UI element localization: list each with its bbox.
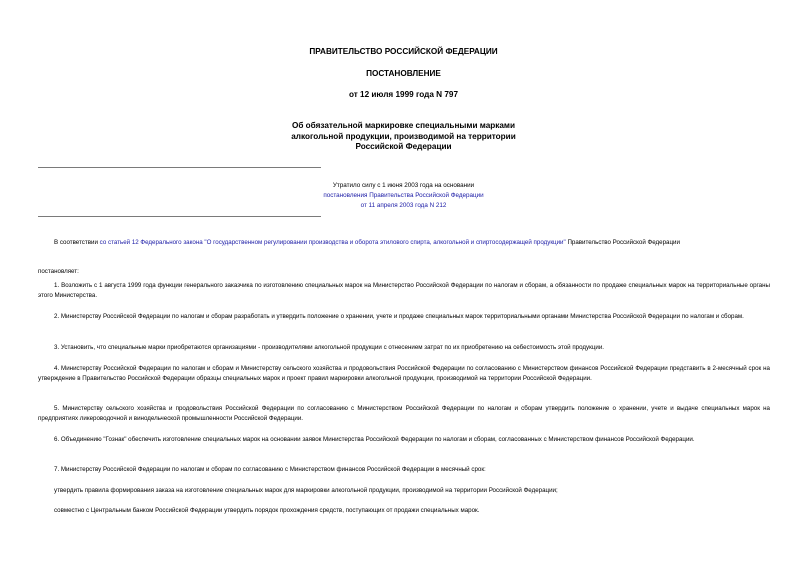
paragraph-2: 2. Министерству Российской Федерации по налогам и сборам разработать и утвердить положение о хранении, учете и продаже специальных марок территориальными органами Министерства Российской Федерации по налогам и сборам. bbox=[54, 313, 744, 320]
paragraph-7-item-1: утвердить правила формирования заказа на изготовление специальных марок для маркировки алкогольной продукции, производимой на территории Российской Федерации; bbox=[54, 487, 558, 494]
document-type-heading: ПОСТАНОВЛЕНИЕ bbox=[366, 69, 441, 78]
resolves-text: постановляет: bbox=[38, 268, 79, 275]
preamble-prefix: В соответствии bbox=[54, 239, 100, 246]
document-title bbox=[0, 121, 807, 153]
document-date-number: от 12 июля 1999 года N 797 bbox=[348, 90, 459, 99]
paragraph-4: 4. Министерству Российской Федерации по налогам и сборам и Министерству сельского хозяйства и продовольствия Российской Федерации по согласованию с Министерством финансов Российской Федерации представить в 2-месячный срок на утверждение в Правительство Российской Федерации образцы специальных марок и проект правил маркировки алкогольной продукции, производимой на территории Российской Федерации. bbox=[38, 365, 770, 382]
paragraph-3: 3. Установить, что специальные марки приобретаются организациями - производителями алкогольной продукции с отнесением затрат по их приобретению на себестоимость этой продукции. bbox=[54, 344, 604, 351]
divider-top bbox=[38, 167, 321, 168]
paragraph-6: 6. Объединению "Гознак" обеспечить изготовление специальных марок на основании заявок Министерства Российской Федерации по налогам и сборам, согласованных с Министерством финансов Российской Федерации. bbox=[54, 436, 695, 443]
government-heading: ПРАВИТЕЛЬСТВО РОССИЙСКОЙ ФЕДЕРАЦИИ bbox=[309, 47, 498, 56]
repeal-note-text: Утратило силу с 1 июня 2003 года на основании bbox=[332, 182, 475, 189]
repeal-decree-date-link[interactable]: от 11 апреля 2003 года N 212 bbox=[360, 202, 447, 210]
repeal-note bbox=[226, 181, 581, 212]
repeal-decree-link[interactable]: постановления Правительства Российской Федерации bbox=[323, 192, 484, 200]
federal-law-link[interactable]: со статьей 12 Федерального закона "О государственном регулировании производства и оборота этилового спирта, алкогольной и спиртосодержащей продукции" bbox=[99, 239, 566, 246]
title-line-3: Российской Федерации bbox=[355, 142, 452, 151]
preamble-paragraph bbox=[38, 238, 770, 248]
paragraph-7-item-2: совместно с Центральным банком Российской Федерации утвердить порядок прохождения средств, поступающих от продажи специальных марок. bbox=[54, 507, 480, 514]
paragraph-5: 5. Министерству сельского хозяйства и продовольствия Российской Федерации по согласованию с Министерством Российской Федерации по налогам и сборам утвердить положение о хранении, учете и выдаче специальных марок на предприятиях ликероводочной и винодельческой промышленности Российской Федерации. bbox=[38, 405, 770, 422]
title-line-2: алкогольной продукции, производимой на территории bbox=[291, 131, 516, 141]
paragraph-7: 7. Министерству Российской Федерации по налогам и сборам по согласованию с Министерством финансов Российской Федерации в месячный срок: bbox=[54, 466, 486, 473]
paragraph-1: 1. Возложить с 1 августа 1999 года функции генерального заказчика по изготовлению специальных марок на Министерство Российской Федерации по налогам и сборам, а обязанности по продаже специальных марок на территориальные органы этого Министерства. bbox=[38, 282, 770, 299]
title-line-1: Об обязательной маркировке специальными марками bbox=[291, 121, 516, 130]
preamble-suffix: Правительство Российской Федерации bbox=[565, 239, 680, 246]
divider-bottom bbox=[38, 216, 321, 217]
